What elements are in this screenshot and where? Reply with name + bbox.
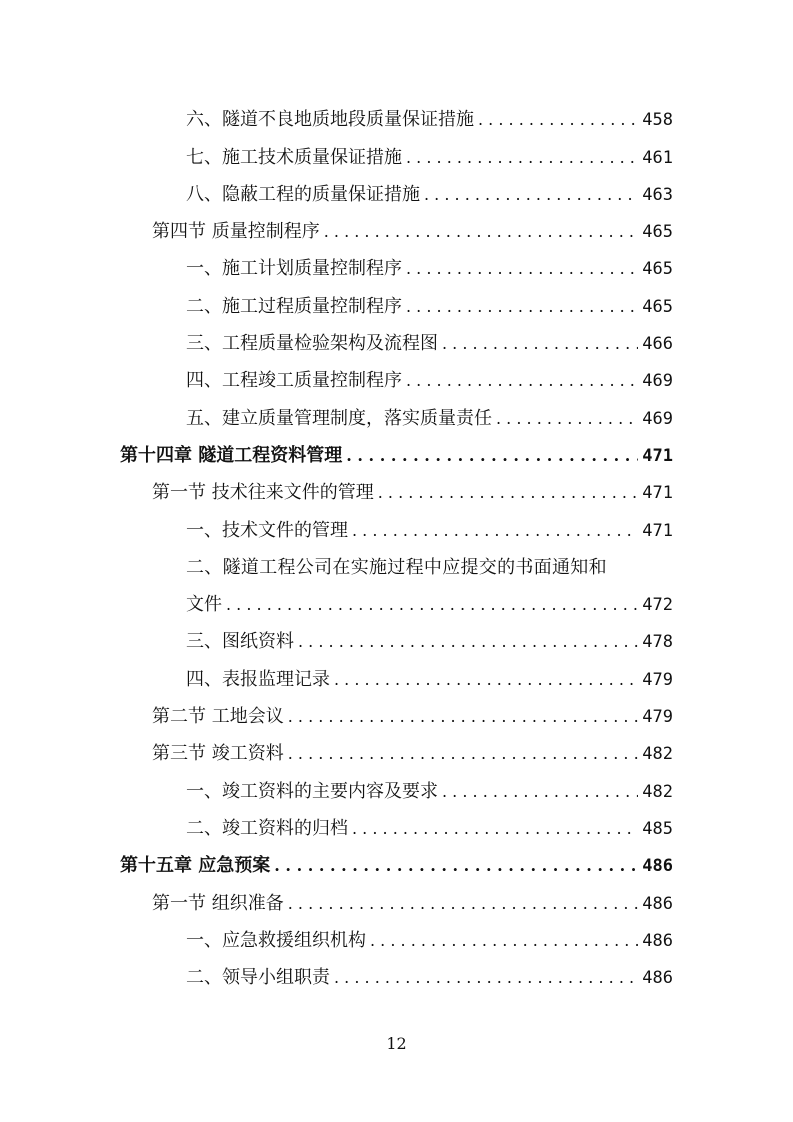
toc-entry-wrapped-second-line[interactable]	[0, 586, 793, 623]
toc-entry-page: 471	[642, 445, 673, 466]
toc-entry-title: 文件	[186, 594, 222, 616]
toc-entry-title: 四、工程竣工质量控制程序	[186, 370, 402, 392]
toc-entry-title: 第一节 技术往来文件的管理	[152, 482, 374, 504]
toc-entry-page: 479	[642, 707, 673, 728]
toc-entry-page: 472	[642, 595, 673, 616]
toc-entry-title: 二、隧道工程公司在实施过程中应提交的书面通知和	[186, 556, 607, 578]
toc-section-entry[interactable]	[0, 884, 793, 921]
toc-entry-page: 482	[642, 781, 673, 802]
toc-leader-dots	[346, 445, 638, 467]
toc-entry-title: 一、应急救援组织机构	[186, 929, 366, 951]
toc-leader-dots	[406, 296, 638, 318]
toc-section-entry[interactable]	[0, 474, 793, 511]
table-of-contents	[0, 101, 793, 996]
toc-entry-page: 465	[642, 259, 673, 280]
toc-chapter-entry[interactable]	[0, 437, 793, 474]
toc-leader-dots	[226, 594, 638, 616]
toc-entry-page: 486	[642, 893, 673, 914]
toc-entry-page: 465	[642, 296, 673, 317]
toc-entry-page: 486	[642, 930, 673, 951]
toc-entry-page: 458	[642, 110, 673, 131]
toc-entry[interactable]	[0, 772, 793, 809]
toc-entry-title: 一、技术文件的管理	[186, 519, 348, 541]
toc-leader-dots	[334, 669, 638, 691]
toc-leader-dots	[334, 967, 638, 989]
toc-section-entry[interactable]	[0, 213, 793, 250]
toc-leader-dots	[406, 147, 638, 169]
toc-entry-page: 469	[642, 408, 673, 429]
toc-entry-page: 482	[642, 744, 673, 765]
toc-entry[interactable]	[0, 959, 793, 996]
toc-entry-title: 第四节 质量控制程序	[152, 221, 320, 243]
toc-chapter-entry[interactable]	[0, 847, 793, 884]
toc-entry-title: 二、竣工资料的归档	[186, 817, 348, 839]
toc-entry[interactable]	[0, 810, 793, 847]
toc-entry[interactable]	[0, 362, 793, 399]
toc-entry-title: 一、竣工资料的主要内容及要求	[186, 780, 438, 802]
toc-leader-dots	[274, 855, 638, 877]
toc-entry[interactable]	[0, 325, 793, 362]
toc-leader-dots	[442, 781, 638, 803]
toc-entry[interactable]	[0, 660, 793, 697]
toc-entry-page: 478	[642, 632, 673, 653]
toc-entry-title: 第十五章 应急预案	[120, 855, 271, 877]
toc-entry[interactable]	[0, 399, 793, 436]
toc-entry-page: 485	[642, 818, 673, 839]
toc-entry-title: 七、施工技术质量保证措施	[186, 146, 402, 168]
toc-entry-title: 二、施工过程质量控制程序	[186, 295, 402, 317]
toc-entry-page: 471	[642, 520, 673, 541]
toc-leader-dots	[424, 184, 638, 206]
toc-entry[interactable]	[0, 250, 793, 287]
toc-leader-dots	[324, 221, 639, 243]
toc-leader-dots	[406, 258, 638, 280]
toc-entry-title: 第一节 组织准备	[152, 892, 284, 914]
toc-entry-title: 四、表报监理记录	[186, 668, 330, 690]
toc-leader-dots	[288, 743, 639, 765]
toc-leader-dots	[378, 482, 639, 504]
toc-leader-dots	[406, 370, 638, 392]
toc-entry[interactable]	[0, 922, 793, 959]
toc-entry[interactable]	[0, 511, 793, 548]
toc-entry-title: 第十四章 隧道工程资料管理	[120, 444, 343, 466]
page-number: 12	[386, 1034, 407, 1053]
toc-entry[interactable]	[0, 623, 793, 660]
toc-entry-page: 486	[642, 968, 673, 989]
toc-entry-title: 五、建立质量管理制度，落实质量责任	[186, 407, 492, 429]
toc-entry-page: 465	[642, 222, 673, 243]
toc-entry[interactable]	[0, 287, 793, 324]
toc-leader-dots	[288, 706, 639, 728]
toc-entry-title: 第二节 工地会议	[152, 706, 284, 728]
toc-leader-dots	[352, 818, 638, 840]
toc-entry-page: 471	[642, 483, 673, 504]
toc-leader-dots	[478, 109, 638, 131]
toc-entry-title: 八、隐蔽工程的质量保证措施	[186, 183, 420, 205]
toc-entry-page: 461	[642, 147, 673, 168]
toc-entry-title: 三、图纸资料	[186, 631, 294, 653]
toc-entry[interactable]	[0, 176, 793, 213]
toc-entry-title: 六、隧道不良地质地段质量保证措施	[186, 109, 474, 131]
toc-entry[interactable]	[0, 101, 793, 138]
toc-entry-title: 二、领导小组职责	[186, 967, 330, 989]
toc-entry-page: 479	[642, 669, 673, 690]
toc-entry-title: 第三节 竣工资料	[152, 743, 284, 765]
toc-leader-dots	[352, 520, 638, 542]
toc-leader-dots	[442, 333, 638, 355]
toc-leader-dots	[298, 631, 638, 653]
toc-entry-page: 469	[642, 371, 673, 392]
toc-leader-dots	[370, 930, 638, 952]
toc-entry[interactable]	[0, 138, 793, 175]
toc-entry-page: 463	[642, 184, 673, 205]
toc-entry-page: 466	[642, 334, 673, 355]
toc-leader-dots	[288, 893, 639, 915]
toc-entry-page: 486	[642, 856, 673, 877]
toc-entry-title: 一、施工计划质量控制程序	[186, 258, 402, 280]
toc-entry-wrapped-first-line[interactable]	[0, 549, 793, 586]
toc-section-entry[interactable]	[0, 698, 793, 735]
toc-leader-dots	[496, 408, 638, 430]
toc-entry-title: 三、工程质量检验架构及流程图	[186, 333, 438, 355]
toc-section-entry[interactable]	[0, 735, 793, 772]
